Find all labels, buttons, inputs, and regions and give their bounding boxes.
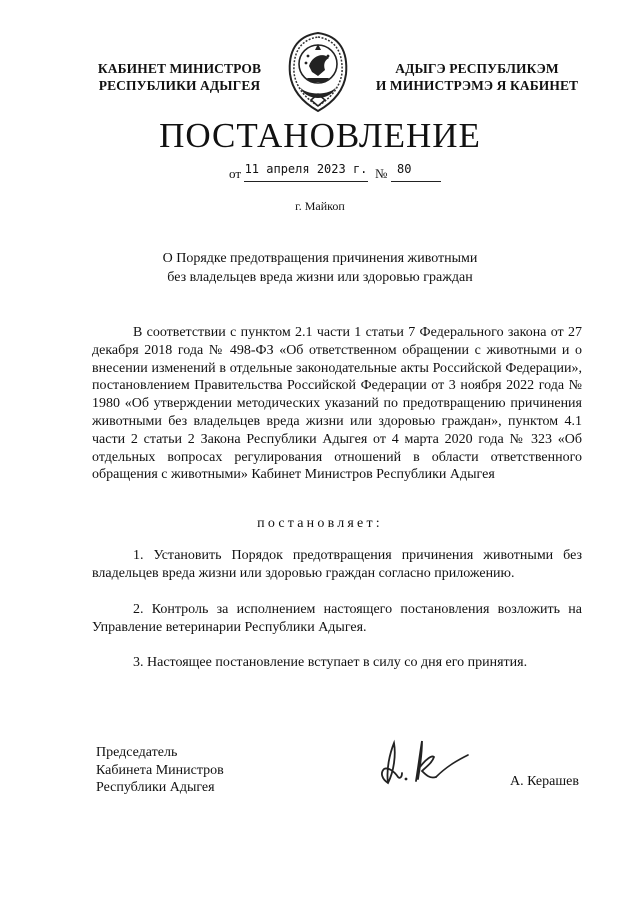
date-field bbox=[244, 160, 368, 182]
document-subject bbox=[120, 250, 520, 287]
resolution-item-2: 2. Контроль за исполнением настоящего постановления возложить на Управление ветеринарии Республики Адыгея. bbox=[92, 602, 582, 635]
header-left-line1: КАБИНЕТ МИНИСТРОВ bbox=[97, 61, 262, 76]
city-line: г. Майкоп bbox=[295, 199, 345, 213]
resolution-item-3: 3. Настоящее постановление вступает в силу со дня его принятия. bbox=[133, 655, 528, 670]
number-prefix: № bbox=[375, 166, 388, 181]
date-prefix: от bbox=[229, 166, 242, 181]
resolution-item-1: 1. Установить Порядок предотвращения причинения животными без владельцев вреда жизни или здоровью граждан согласно приложению. bbox=[92, 548, 582, 581]
position-line3: Республики Адыгея bbox=[96, 780, 215, 795]
header-right-line2: И МИНИСТРЭМЭ Я КАБИНЕТ bbox=[375, 78, 579, 93]
position-line1: Председатель bbox=[96, 745, 178, 760]
resolves-heading: постановляет: bbox=[257, 516, 383, 531]
signer-name: А. Керашев bbox=[510, 774, 579, 789]
header-right-org-name bbox=[372, 60, 582, 94]
header-left-org-name bbox=[92, 60, 267, 94]
number-field bbox=[391, 160, 441, 182]
subject-line1: О Порядке предотвращения причинения животными bbox=[162, 251, 478, 266]
header-right-line1: АДЫГЭ РЕСПУБЛИКЭМ bbox=[395, 61, 559, 76]
coat-of-arms-emblem-icon bbox=[285, 30, 351, 114]
header-left-line2: РЕСПУБЛИКИ АДЫГЕЯ bbox=[98, 78, 261, 93]
handwritten-signature-icon bbox=[372, 733, 472, 789]
subject-line2: без владельцев вреда жизни или здоровью граждан bbox=[167, 269, 473, 285]
position-line2: Кабинета Министров bbox=[96, 762, 224, 778]
date-value: 11 апреля 2023 г. bbox=[244, 162, 368, 176]
signatory-position bbox=[96, 744, 224, 797]
number-value: 80 bbox=[397, 162, 412, 176]
document-title: ПОСТАНОВЛЕНИЕ bbox=[159, 116, 481, 155]
preamble-paragraph: В соответствии с пунктом 2.1 части 1 статьи 7 Федерального закона от 27 декабря 2018 года № 498-ФЗ «Об ответственном обращении с животными и о внесении изменений в отдельные законодательные акты Российской Федерации», постановлением Правительства Российской Федерации от 3 ноября 2022 года № 1980 «Об утверждении методических указаний по предотвращению причинения животными без владельцев вреда жизни или здоровью граждан», пунктом 4.1 части 2 статьи 2 Закона Республики Адыгея от 4 марта 2020 года № 323 «Об отдельных вопросах регулирования отношений в области ответственного обращения с животными» Кабинет Министров Республики Адыгея bbox=[92, 325, 582, 483]
